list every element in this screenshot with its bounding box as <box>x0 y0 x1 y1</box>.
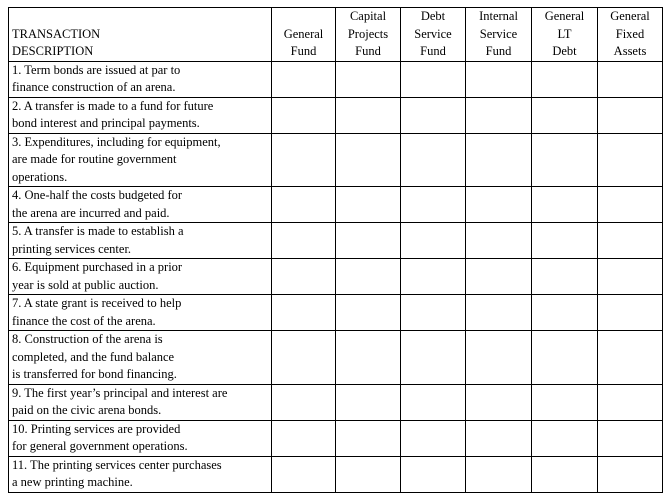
general-lt-debt-cell[interactable] <box>532 420 598 456</box>
general-lt-debt-cell[interactable] <box>532 295 598 331</box>
general-fixed-assets-cell[interactable] <box>598 384 663 420</box>
table-row <box>9 295 663 331</box>
debt-service-fund-cell[interactable] <box>401 295 466 331</box>
internal-service-fund-cell[interactable] <box>466 133 532 187</box>
debt-service-fund-cell[interactable] <box>401 223 466 259</box>
capital-projects-fund-cell[interactable] <box>336 384 401 420</box>
header-row <box>9 8 663 62</box>
transaction-description-cell: 6. Equipment purchased in a prior year is sold at public auction. <box>9 259 272 295</box>
table-row <box>9 133 663 187</box>
debt-service-fund-cell[interactable] <box>401 456 466 492</box>
capital-projects-fund-cell[interactable] <box>336 61 401 97</box>
internal-service-fund-cell[interactable] <box>466 331 532 385</box>
general-fixed-assets-cell[interactable] <box>598 223 663 259</box>
general-fund-cell[interactable] <box>272 384 336 420</box>
general-fund-cell[interactable] <box>272 331 336 385</box>
general-lt-debt-cell[interactable] <box>532 133 598 187</box>
capital-projects-fund-cell[interactable] <box>336 223 401 259</box>
debt-service-fund-cell[interactable] <box>401 187 466 223</box>
capital-projects-fund-cell[interactable] <box>336 420 401 456</box>
debt-service-fund-cell[interactable] <box>401 133 466 187</box>
transaction-description-cell: 10. Printing services are provided for general government operations. <box>9 420 272 456</box>
table-row <box>9 187 663 223</box>
debt-service-fund-cell[interactable] <box>401 331 466 385</box>
transaction-description-cell: 3. Expenditures, including for equipment, are made for routine government operations. <box>9 133 272 187</box>
general-fund-header: General Fund <box>272 8 336 62</box>
transaction-description-header: TRANSACTION DESCRIPTION <box>9 8 272 62</box>
debt-service-fund-cell[interactable] <box>401 61 466 97</box>
internal-service-fund-cell[interactable] <box>466 61 532 97</box>
debt-service-fund-cell[interactable] <box>401 259 466 295</box>
general-lt-debt-cell[interactable] <box>532 223 598 259</box>
debt-service-fund-cell[interactable] <box>401 97 466 133</box>
general-fixed-assets-cell[interactable] <box>598 420 663 456</box>
table-row <box>9 384 663 420</box>
general-fund-cell[interactable] <box>272 133 336 187</box>
capital-projects-fund-cell[interactable] <box>336 187 401 223</box>
general-fixed-assets-cell[interactable] <box>598 456 663 492</box>
internal-service-fund-cell[interactable] <box>466 420 532 456</box>
table-row <box>9 420 663 456</box>
debt-service-fund-header: Debt Service Fund <box>401 8 466 62</box>
table-row <box>9 456 663 492</box>
transaction-description-cell: 8. Construction of the arena is completed, and the fund balance is transferred for bond financing. <box>9 331 272 385</box>
internal-service-fund-cell[interactable] <box>466 295 532 331</box>
general-fund-cell[interactable] <box>272 259 336 295</box>
fund-classification-table <box>8 7 663 493</box>
internal-service-fund-cell[interactable] <box>466 384 532 420</box>
capital-projects-fund-cell[interactable] <box>336 456 401 492</box>
transaction-description-cell: 5. A transfer is made to establish a printing services center. <box>9 223 272 259</box>
general-lt-debt-cell[interactable] <box>532 456 598 492</box>
general-fixed-assets-cell[interactable] <box>598 187 663 223</box>
general-fixed-assets-header: General Fixed Assets <box>598 8 663 62</box>
general-fixed-assets-cell[interactable] <box>598 133 663 187</box>
general-fund-cell[interactable] <box>272 223 336 259</box>
table-row <box>9 259 663 295</box>
general-fixed-assets-cell[interactable] <box>598 259 663 295</box>
general-lt-debt-cell[interactable] <box>532 187 598 223</box>
general-lt-debt-header: General LT Debt <box>532 8 598 62</box>
internal-service-fund-cell[interactable] <box>466 97 532 133</box>
transaction-description-cell: 2. A transfer is made to a fund for future bond interest and principal payments. <box>9 97 272 133</box>
general-fund-cell[interactable] <box>272 61 336 97</box>
capital-projects-fund-cell[interactable] <box>336 133 401 187</box>
capital-projects-fund-cell[interactable] <box>336 331 401 385</box>
transaction-description-cell: 9. The first year’s principal and interest are paid on the civic arena bonds. <box>9 384 272 420</box>
general-fixed-assets-cell[interactable] <box>598 61 663 97</box>
table-body <box>9 61 663 492</box>
general-lt-debt-cell[interactable] <box>532 61 598 97</box>
internal-service-fund-cell[interactable] <box>466 223 532 259</box>
internal-service-fund-cell[interactable] <box>466 456 532 492</box>
capital-projects-fund-header: Capital Projects Fund <box>336 8 401 62</box>
debt-service-fund-cell[interactable] <box>401 384 466 420</box>
table-row <box>9 331 663 385</box>
general-lt-debt-cell[interactable] <box>532 384 598 420</box>
table-row <box>9 223 663 259</box>
internal-service-fund-header: Internal Service Fund <box>466 8 532 62</box>
transaction-description-cell: 7. A state grant is received to help finance the cost of the arena. <box>9 295 272 331</box>
general-fixed-assets-cell[interactable] <box>598 295 663 331</box>
transaction-description-cell: 1. Term bonds are issued at par to finance construction of an arena. <box>9 61 272 97</box>
internal-service-fund-cell[interactable] <box>466 259 532 295</box>
general-fixed-assets-cell[interactable] <box>598 331 663 385</box>
debt-service-fund-cell[interactable] <box>401 420 466 456</box>
general-fixed-assets-cell[interactable] <box>598 97 663 133</box>
internal-service-fund-cell[interactable] <box>466 187 532 223</box>
table-row <box>9 97 663 133</box>
general-fund-cell[interactable] <box>272 456 336 492</box>
capital-projects-fund-cell[interactable] <box>336 259 401 295</box>
transaction-description-cell: 4. One-half the costs budgeted for the arena are incurred and paid. <box>9 187 272 223</box>
table-row <box>9 61 663 97</box>
general-fund-cell[interactable] <box>272 97 336 133</box>
general-lt-debt-cell[interactable] <box>532 331 598 385</box>
capital-projects-fund-cell[interactable] <box>336 295 401 331</box>
general-fund-cell[interactable] <box>272 295 336 331</box>
general-lt-debt-cell[interactable] <box>532 259 598 295</box>
capital-projects-fund-cell[interactable] <box>336 97 401 133</box>
general-lt-debt-cell[interactable] <box>532 97 598 133</box>
general-fund-cell[interactable] <box>272 187 336 223</box>
transaction-description-cell: 11. The printing services center purchases a new printing machine. <box>9 456 272 492</box>
general-fund-cell[interactable] <box>272 420 336 456</box>
